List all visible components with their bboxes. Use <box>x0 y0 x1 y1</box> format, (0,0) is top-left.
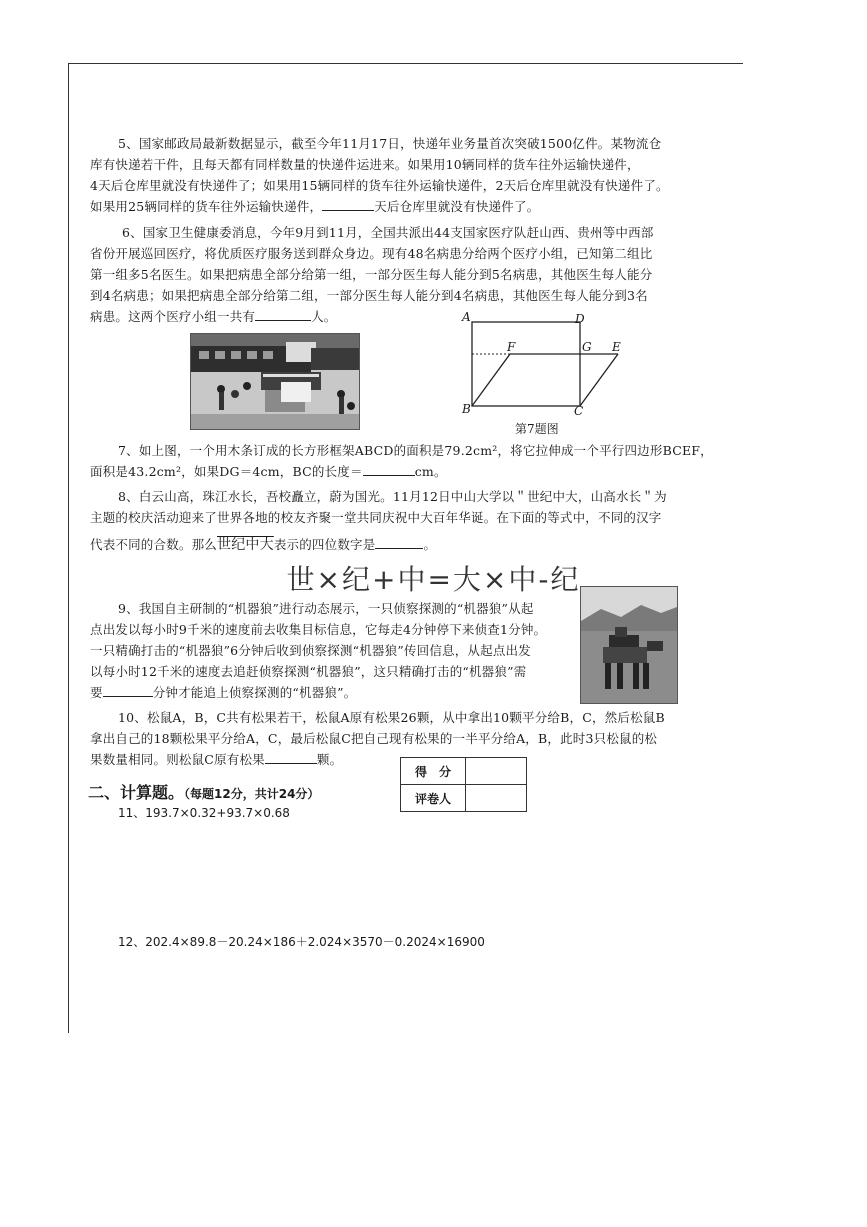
q9-line-5-end: 分钟才能追上侦察探测的“机器狼”。 <box>152 685 357 700</box>
q5-line-1: 5、国家邮政局最新数据显示，截至今年11月17日，快递年业务量首次突破1500亿件。某物流仓 <box>118 136 662 151</box>
question-5 <box>90 133 669 217</box>
section-2-heading <box>88 780 319 803</box>
q7-line-2-start: 面积是43.2cm²，如果DG＝4cm，BC的长度＝ <box>90 464 363 479</box>
q6-line-1: 6、国家卫生健康委消息，今年9月到11月，全国共派出44支国家医疗队赶山西、贵州等中西部 <box>122 225 654 240</box>
q10-line-3-end: 颗。 <box>316 752 343 767</box>
q10-line-1: 10、松鼠A，B，C共有松果若干，松鼠A原有松果26颗，从中拿出10颗平分给B，C，然后松鼠B <box>118 710 665 725</box>
grader-value-cell[interactable] <box>466 785 527 812</box>
q5-line-4-start: 如果用25辆同样的货车往外运输快递件， <box>90 199 323 214</box>
question-10 <box>90 707 665 770</box>
figure-7-label-d: D <box>575 312 585 326</box>
q5-line-4 <box>90 196 669 217</box>
score-value-cell[interactable] <box>466 758 527 785</box>
q7-line-2 <box>90 461 713 482</box>
q8-answer-blank[interactable] <box>375 536 423 549</box>
q5-line-2: 库有快递若干件，且每天都有同样数量的快递件运进来。如果用10辆同样的货车往外运输快递件， <box>90 157 640 172</box>
figure-7-label-f: F <box>507 340 516 354</box>
q8-line-3-start: 代表不同的合数。那么 <box>90 537 218 552</box>
score-table <box>400 757 527 812</box>
robot-wolf-photo <box>580 586 678 704</box>
question-11: 11、193.7×0.32+93.7×0.68 <box>118 806 290 820</box>
q7-line-1: 7、如上图，一个用木条订成的长方形框架ABCD的面积是79.2cm²，将它拉伸成一个平行四边形BCEF， <box>118 443 713 458</box>
q5-line-4-end: 天后仓库里就没有快递件了。 <box>374 199 540 214</box>
score-label: 得 分 <box>401 758 466 785</box>
figure-7-label-b: B <box>462 402 471 416</box>
q10-answer-blank[interactable] <box>265 751 317 764</box>
q9-answer-blank[interactable] <box>103 684 153 697</box>
figure-7-label-g: G <box>582 340 592 354</box>
page-frame-left-border <box>68 63 69 1033</box>
q5-line-3: 4天后仓库里就没有快递件了；如果用15辆同样的货车往外运输快递件，2天后仓库里就没有快递件了。 <box>90 178 669 193</box>
q7-answer-blank[interactable] <box>363 463 415 476</box>
q9-line-4: 以每小时12千米的速度去追赶侦察探测“机器狼”，这只精确打击的“机器狼”需 <box>90 664 527 679</box>
page-frame-top-border <box>68 63 743 64</box>
q6-line-3: 第一组多5名医生。如果把病患全部分给第一组，一部分医生每人能分到5名病患，其他医生每人能分 <box>90 267 653 282</box>
figure-7-label-c: C <box>574 404 584 418</box>
q6-line-4: 到4名病患；如果把病患全部分给第二组，一部分医生每人能分到4名病患，其他医生每人能分到3名 <box>90 288 648 303</box>
figure-7-label-e: E <box>612 340 621 354</box>
q8-equation: 世×纪+中=大×中-纪 <box>286 563 581 596</box>
q8-line-3-mid: 表示的四位数字是 <box>273 537 376 552</box>
q8-line-2: 主题的校庆活动迎来了世界各地的校友齐聚一堂共同庆祝中大百年华诞。在下面的等式中，不同的汉字 <box>90 510 662 525</box>
section-2-note: （每题12分，共计24分） <box>184 787 320 801</box>
q10-line-3-start: 果数量相同。则松鼠C原有松果 <box>90 752 265 767</box>
figure-7-caption: 第7题图 <box>515 422 559 436</box>
q5-answer-blank[interactable] <box>322 198 374 211</box>
grader-label: 评卷人 <box>401 785 466 812</box>
q6-answer-blank[interactable] <box>255 308 311 321</box>
q10-line-3 <box>90 749 665 770</box>
q9-line-5 <box>90 682 546 703</box>
q8-line-3-end: 。 <box>423 537 437 552</box>
q9-line-1: 9、我国自主研制的“机器狼”进行动态展示，一只侦察探测的“机器狼”从起 <box>118 601 534 616</box>
question-8 <box>90 486 667 556</box>
section-2-title: 二、计算题。 <box>88 783 185 802</box>
question-7 <box>90 440 713 482</box>
q10-line-2: 拿出自己的18颗松果平分给A，C，最后松鼠C把自己现有松果的一半平分给A，B，此时3只松鼠的松 <box>90 731 658 746</box>
q8-line-1: 8、白云山高，珠江水长，吾校矗立，蔚为国光。11月12日中山大学以＂世纪中大，山高水长＂为 <box>118 489 667 504</box>
question-9 <box>90 598 547 703</box>
q9-line-3: 一只精确打击的“机器狼”6分钟后收到侦察探测“机器狼”传回信息，从起点出发 <box>90 643 531 658</box>
q6-line-2: 省份开展巡回医疗，将优质医疗服务送到群众身边。现有48名病患分给两个医疗小组，已知第二组比 <box>90 246 653 261</box>
q8-line-3 <box>90 534 667 556</box>
q7-line-2-end: cm。 <box>414 464 447 479</box>
q9-line-5-start: 要 <box>90 685 103 700</box>
q9-line-2: 点出发以每小时9千米的速度前去收集目标信息，它每走4分钟停下来侦查1分钟。 <box>90 622 547 637</box>
question-12: 12、202.4×89.8－20.24×186＋2.024×3570－0.2024×16900 <box>118 935 485 949</box>
q8-four-digit-word: 世纪中大 <box>217 537 274 553</box>
q6-line-5-end: 人。 <box>311 309 337 324</box>
figure-7-label-a: A <box>462 310 471 324</box>
q6-line-5-start: 病患。这两个医疗小组一共有 <box>90 309 256 324</box>
medical-team-photo <box>190 333 360 430</box>
